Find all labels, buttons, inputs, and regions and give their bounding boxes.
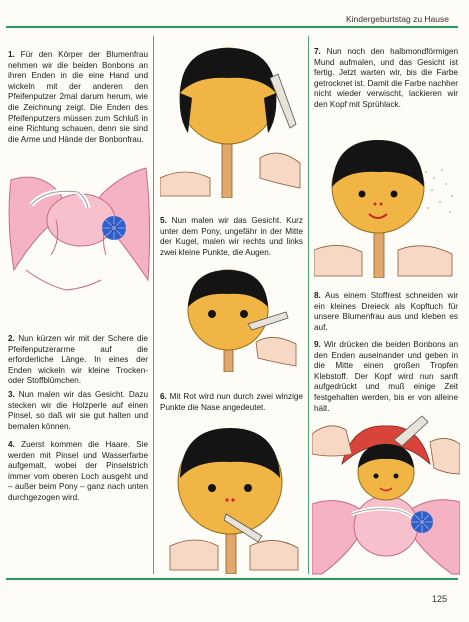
candy-illustration	[6, 160, 152, 300]
page-number: 125	[431, 594, 447, 604]
step-7: 7. Nun noch den halbmondförmigen Mund aufmalen, und das Gesicht ist fertig. Jetzt warten wir, bis die Farbe getrocknet ist. Damit die Farbe nachher nicht wieder verwischt, lackieren wir den Kopf mit Sprühlack.	[314, 47, 458, 109]
column-divider-left	[153, 36, 154, 574]
bead-nose-illustration	[166, 418, 302, 574]
step-text: Für den Körper der Blumenfrau nehmen wir die beiden Bonbons an ihren Enden in die eine Hand und wickeln mit der anderen den Pfeifenputzer 2mal darum herum, wie die Zeichnung zeigt. Die Enden des Pfeifenputzers müssen zum Schluß in eine Richtung schauen, denn sie sind die Arme und Hände der Bonbonfrau.	[8, 50, 148, 144]
step-number: 1.	[8, 50, 15, 59]
step-8: 8. Aus einem Stoffrest schneiden wir ein kleines Dreieck als Kopftuch für unsere Blumenfrau aus und kleben es auf.	[314, 291, 458, 332]
step-6: 6. Mit Rot wird nun durch zwei winzige Punkte die Nase angedeutet.	[160, 392, 303, 412]
bead-hair-illustration	[160, 38, 304, 198]
step-3: 3. Nun malen wir das Gesicht. Dazu stecken wir die Holzperle auf einen Pinsel, so daß wir sie gut halten und bemalen können.	[8, 390, 148, 431]
bead-face-spray-illustration	[314, 132, 460, 278]
step-9: 9. Wir drücken die beiden Bonbons an den Enden auseinander und geben in die Mitte einen großen Tropfen Klebstoff. Der Kopf wird nun sanft aufgedrückt und muß einige Zeit festgehalten werden, bis er von alleine hält.	[314, 340, 458, 413]
step-5: 5. Nun malen wir das Gesicht. Kurz unter dem Pony, ungefähr in der Mitte der Kugel, malen wir rechts und links zwei kleine Punkte, die Augen.	[160, 216, 303, 257]
step-2: 2. Nun kürzen wir mit der Schere die Pfeifenputzerarme auf die erforderliche Länge. In eines der Enden wickeln wir kleine Trocken- oder Stoffblümchen.	[8, 334, 148, 386]
finished-doll-illustration	[312, 414, 460, 576]
column-divider-right	[308, 36, 309, 574]
bead-eyes-illustration	[168, 262, 298, 372]
footer-rule	[6, 578, 458, 580]
step-1	[8, 50, 148, 145]
page-header: Kindergeburtstag zu Hause	[345, 14, 449, 24]
step-4: 4. Zuerst kommen die Haare. Sie werden mit Pinsel und Wasserfarbe aufgemalt, wobei der Pinselstrich immer vom oberen Loch ausgeht und – außer beim Pony – ganz nach unten durchgezogen wird.	[8, 440, 148, 502]
header-rule	[6, 26, 458, 28]
